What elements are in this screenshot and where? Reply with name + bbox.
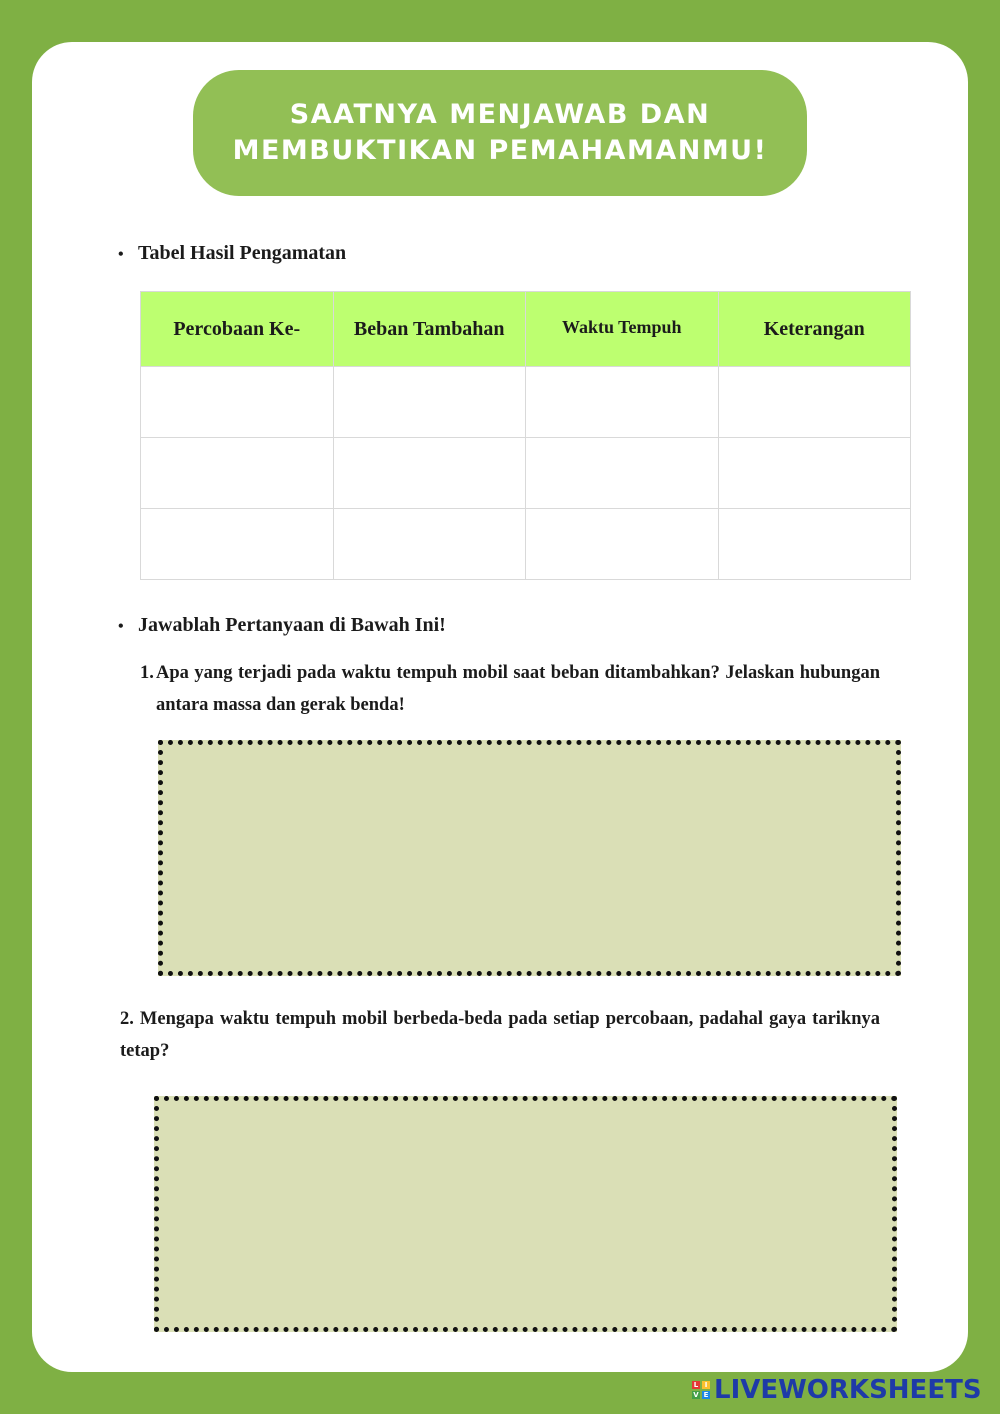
table-cell[interactable] <box>718 509 911 580</box>
question-2: 2. Mengapa waktu tempuh mobil berbeda-beda pada setiap percobaan, padahal gaya tariknya tetap? <box>120 1009 880 1061</box>
table-cell[interactable] <box>333 438 526 509</box>
question-1 <box>140 657 880 721</box>
header-waktu: Waktu Tempuh <box>526 292 719 367</box>
liveworksheets-logo-icon <box>692 1381 710 1399</box>
header-keterangan: Keterangan <box>718 292 911 367</box>
answer-box-2[interactable] <box>154 1096 897 1332</box>
bullet-icon: • <box>118 618 124 635</box>
title-line-1: SAATNYA MENJAWAB DAN <box>289 99 711 130</box>
table-cell[interactable] <box>333 367 526 438</box>
table-header-row <box>141 292 911 367</box>
liveworksheets-logo-text: LIVEWORKSHEETS <box>714 1375 982 1405</box>
answer-box-1[interactable] <box>158 740 901 976</box>
header-beban: Beban Tambahan <box>333 292 526 367</box>
logo-tile-i: I <box>702 1381 710 1389</box>
logo-tile-e: E <box>703 1391 709 1399</box>
observation-table <box>140 291 911 580</box>
table-row <box>141 509 911 580</box>
title-line-2: MEMBUKTIKAN PEMAHAMANMU! <box>232 135 768 166</box>
section-heading-questions <box>118 614 446 637</box>
table-cell[interactable] <box>718 438 911 509</box>
title-banner <box>193 70 807 196</box>
logo-tile-v: V <box>693 1391 699 1399</box>
table-cell[interactable] <box>141 438 334 509</box>
table-cell[interactable] <box>526 367 719 438</box>
table-cell[interactable] <box>141 509 334 580</box>
logo-tile-l: L <box>693 1381 699 1389</box>
question-1-number: 1. <box>140 663 154 683</box>
section-heading-table <box>118 242 346 265</box>
bullet-icon: • <box>118 246 124 263</box>
table-row <box>141 438 911 509</box>
liveworksheets-logo[interactable] <box>692 1375 982 1405</box>
table-cell[interactable] <box>718 367 911 438</box>
table-cell[interactable] <box>526 509 719 580</box>
section-heading-table-text: Tabel Hasil Pengamatan <box>138 242 347 264</box>
section-heading-questions-text: Jawablah Pertanyaan di Bawah Ini! <box>138 614 446 636</box>
table-cell[interactable] <box>141 367 334 438</box>
table-cell[interactable] <box>526 438 719 509</box>
question-1-text: Apa yang terjadi pada waktu tempuh mobil saat beban ditambahkan? Jelaskan hubungan antara massa dan gerak benda! <box>156 663 880 715</box>
header-percobaan: Percobaan Ke- <box>141 292 334 367</box>
table-cell[interactable] <box>333 509 526 580</box>
table-row <box>141 367 911 438</box>
